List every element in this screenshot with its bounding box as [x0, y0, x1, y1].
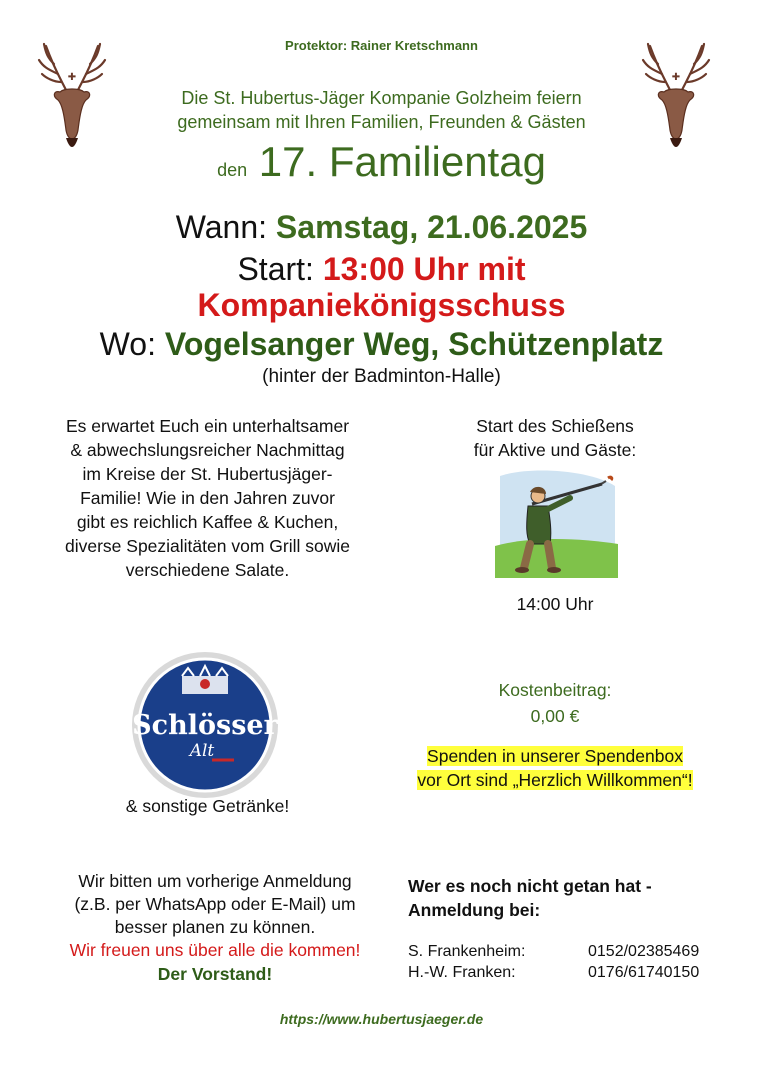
donation-line-1: Spenden in unserer Spendenbox	[427, 746, 683, 766]
when-label: Wann:	[175, 209, 276, 245]
intro-text	[0, 86, 763, 134]
event-start	[0, 250, 763, 288]
donation-note	[380, 744, 730, 792]
location-note: (hinter der Badminton-Halle)	[262, 366, 501, 387]
contact-row	[408, 964, 728, 982]
description-line: diverse Spezialitäten vom Grill sowie	[65, 536, 350, 556]
start-label: Start:	[237, 251, 323, 287]
contact-row	[408, 943, 728, 961]
shooting-time: 14:00 Uhr	[516, 594, 594, 614]
shooting-line-2: für Aktive und Gäste:	[473, 440, 637, 460]
title-main: 17. Familientag	[258, 138, 546, 185]
beer-sub: Alt	[189, 741, 215, 761]
registration-heading-line-2: Anmeldung bei:	[408, 900, 541, 920]
event-date	[0, 208, 763, 246]
registration-heading	[408, 874, 728, 922]
start-value-2: Kompaniekönigsschuss	[197, 287, 566, 323]
shooter-illustration-icon	[490, 466, 620, 581]
description-text	[30, 414, 385, 582]
schloesser-logo	[130, 650, 280, 800]
intro-line-2: gemeinsam mit Ihren Familien, Freunden & Gästen	[177, 112, 586, 132]
cost-value: 0,00 €	[530, 706, 580, 726]
contact-phone: 0152/02385469	[588, 943, 700, 960]
welcome-note: Wir freuen uns über alle die kommen!	[69, 940, 361, 960]
registration-line: Wir bitten um vorherige Anmeldung	[78, 871, 352, 891]
registration-line: (z.B. per WhatsApp oder E-Mail) um	[74, 894, 356, 914]
registration-heading-line-1: Wer es noch nicht getan hat -	[408, 876, 652, 896]
contact-phone: 0176/61740150	[588, 964, 700, 981]
event-location	[0, 325, 763, 363]
donation-line-2: vor Ort sind „Herzlich Willkommen“!	[417, 770, 693, 790]
intro-line-1: Die St. Hubertus-Jäger Kompanie Golzheim feiern	[181, 88, 582, 108]
description-line: verschiedene Salate.	[125, 560, 290, 580]
description-line: gibt es reichlich Kaffee & Kuchen,	[76, 512, 339, 532]
description-line: im Kreise der St. Hubertusjäger-	[82, 464, 333, 484]
svg-text:✚: ✚	[67, 72, 77, 83]
protector-line: Protektor: Rainer Kretschmann	[285, 38, 478, 53]
shooting-info	[410, 414, 700, 462]
registration-line: besser planen zu können.	[114, 917, 316, 937]
website-link[interactable]: https://www.hubertusjaeger.de	[279, 1011, 484, 1027]
page-title	[0, 134, 763, 198]
shooting-line-1: Start des Schießens	[476, 416, 634, 436]
description-line: & abwechslungsreicher Nachmittag	[70, 440, 345, 460]
contact-name: H.-W. Franken:	[408, 964, 516, 981]
registration-request	[30, 870, 400, 939]
where-label: Wo:	[99, 326, 165, 362]
cost-label: Kostenbeitrag:	[498, 680, 612, 700]
start-value: 13:00 Uhr mit	[322, 251, 526, 287]
description-line: Es erwartet Euch ein unterhaltsamer	[65, 416, 350, 436]
when-value: Samstag, 21.06.2025	[275, 209, 588, 245]
drinks-note: & sonstige Getränke!	[125, 796, 290, 816]
where-value: Vogelsanger Weg, Schützenplatz	[164, 326, 664, 362]
title-prefix: den	[217, 160, 248, 180]
description-line: Familie! Wie in den Jahren zuvor	[80, 488, 335, 508]
contact-name: S. Frankenheim:	[408, 943, 526, 960]
board-signature: Der Vorstand!	[157, 964, 273, 984]
svg-text:✚: ✚	[671, 72, 681, 83]
beer-brand: Schlösser	[132, 710, 278, 741]
